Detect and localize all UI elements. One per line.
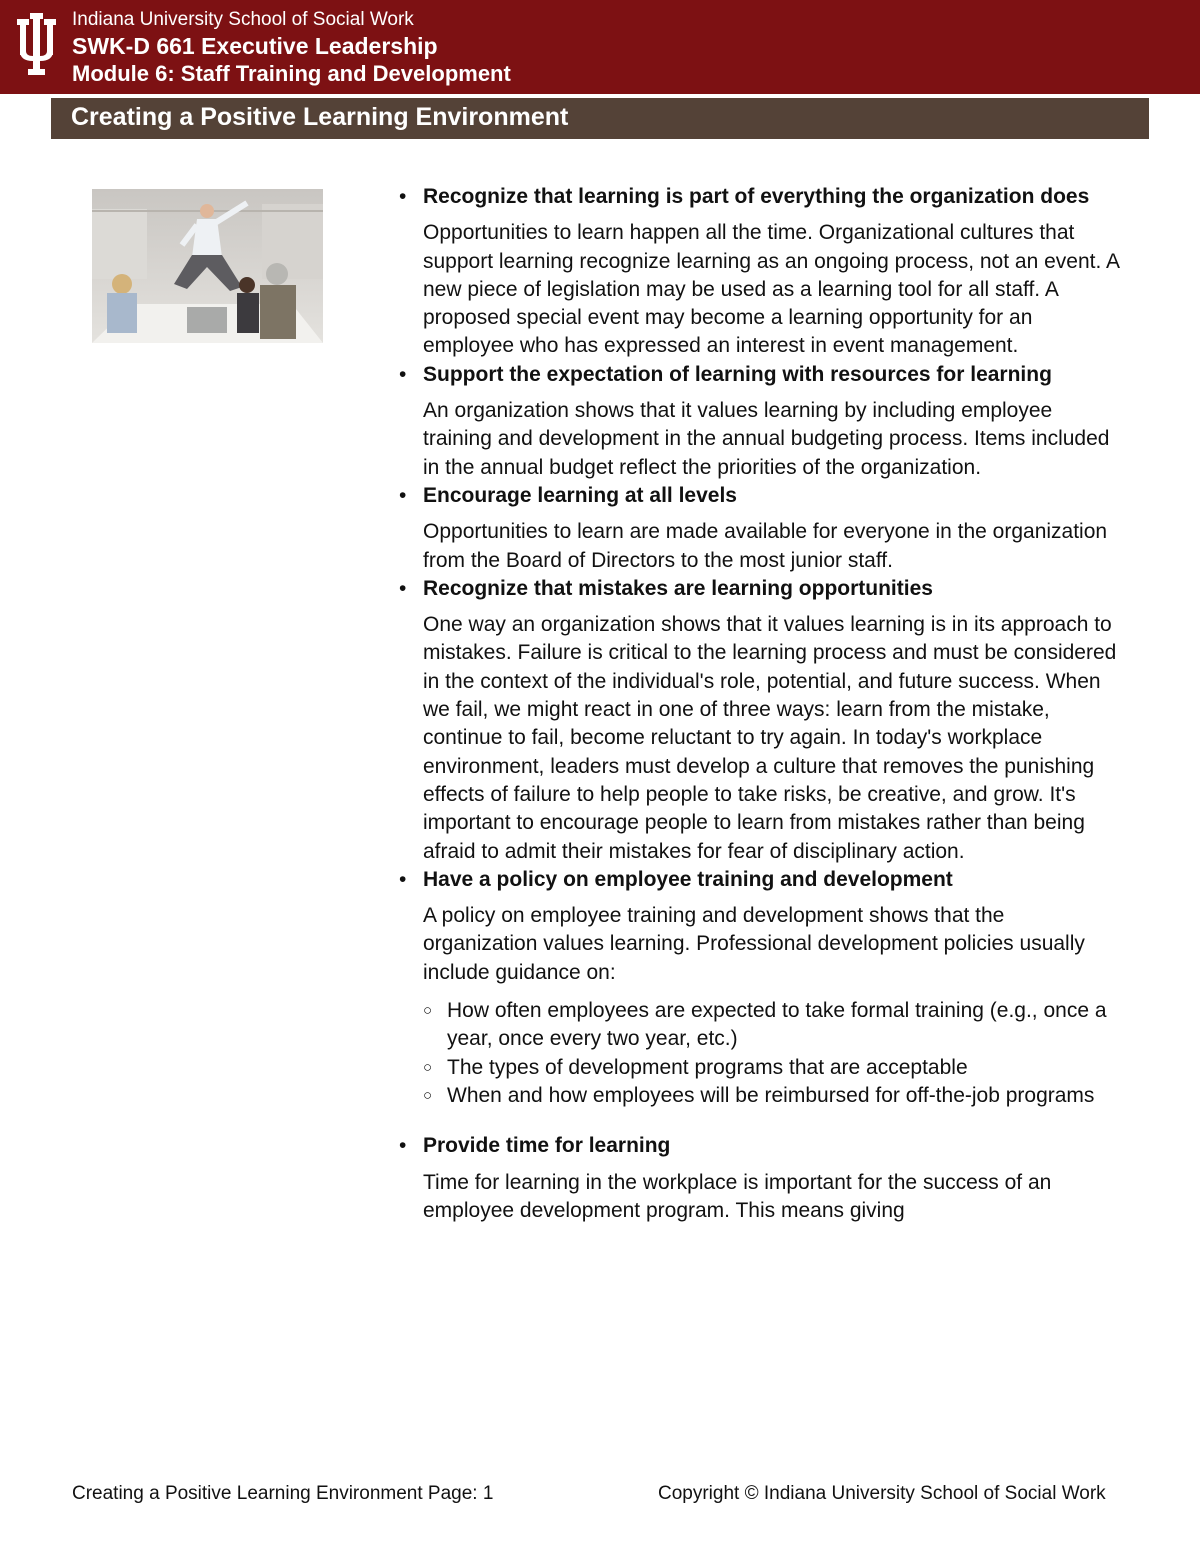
- bullet-icon: •: [399, 1134, 407, 1158]
- footer-copyright: Copyright © Indiana University School of Social Work: [658, 1483, 1106, 1504]
- bullet-icon: •: [399, 483, 407, 507]
- item-body: A policy on employee training and development shows that the organization values learning. Professional development policies usually include guidance on:: [423, 904, 1085, 984]
- item-body: Opportunities to learn are made available for everyone in the organization from the Board of Directors to the most junior staff.: [423, 520, 1108, 572]
- item-body: Time for learning in the workplace is important for the success of an employee development program. This means giving: [423, 1170, 1052, 1222]
- item-title: Recognize that mistakes are learning opportunities: [423, 576, 933, 600]
- spacer: [399, 1110, 1119, 1132]
- school-name: Indiana University School of Social Work: [72, 9, 414, 30]
- iu-trident-icon: [3, 3, 70, 89]
- footer-page-label: Creating a Positive Learning Environment Page: 1: [72, 1483, 494, 1504]
- sub-list-item: [423, 1054, 1119, 1082]
- bullet-icon: •: [399, 185, 407, 208]
- item-title: Support the expectation of learning with resources for learning: [423, 362, 1052, 386]
- course-title: SWK-D 661 Executive Leadership: [72, 33, 438, 59]
- iu-logo: [3, 3, 70, 89]
- bullet-icon: •: [399, 362, 407, 386]
- item-title: Recognize that learning is part of everything the organization does: [423, 185, 1090, 208]
- office-meeting-image: [92, 189, 323, 343]
- list-item: [399, 361, 1119, 482]
- circle-bullet-icon: ○: [423, 1086, 433, 1104]
- sub-item-text: How often employees are expected to take formal training (e.g., once a year, once every two year, etc.): [447, 999, 1107, 1051]
- meeting-photo: [92, 189, 323, 343]
- item-title: Provide time for learning: [423, 1134, 671, 1158]
- sub-list: [423, 997, 1119, 1110]
- sub-list-item: [423, 997, 1119, 1054]
- module-title: Module 6: Staff Training and Development: [72, 61, 511, 86]
- list-item: [399, 1132, 1119, 1225]
- page-header: [0, 0, 1200, 94]
- content-list: [399, 183, 1119, 1225]
- page-title: Creating a Positive Learning Environment: [71, 103, 569, 131]
- list-item: [399, 183, 1119, 361]
- sub-item-text: When and how employees will be reimbursed for off-the-job programs: [447, 1083, 1095, 1107]
- item-title: Have a policy on employee training and development: [423, 867, 953, 891]
- sub-list-item: [423, 1082, 1119, 1110]
- bullet-icon: •: [399, 576, 407, 600]
- item-body: Opportunities to learn happen all the time. Organizational cultures that support learning recognize learning as an ongoing process, not an event. A new piece of legislation may be used as a learning tool for all staff. A proposed special event may become a learning opportunity for an employee who has expressed an interest in event management.: [423, 221, 1119, 358]
- item-title: Encourage learning at all levels: [423, 483, 737, 507]
- circle-bullet-icon: ○: [423, 1002, 433, 1020]
- bullet-icon: •: [399, 867, 407, 891]
- list-item: [399, 866, 1119, 1110]
- item-body: An organization shows that it values learning by including employee training and development in the annual budgeting process. Items included in the annual budget reflect the priorities of the organization.: [423, 399, 1110, 479]
- sub-item-text: The types of development programs that are acceptable: [447, 1055, 968, 1079]
- section-title-bar: [51, 98, 1149, 139]
- item-body: One way an organization shows that it values learning is in its approach to mistakes. Failure is critical to the learning process and must be considered in the context of the individual's role, potential, and future success. When we fail, we might react in one of three ways: learn from the mistake, continue to fail, become reluctant to try again. In today's workplace environment, leaders must develop a culture that removes the punishing effects of failure to help people to take risks, be creative, and grow. It's important to encourage people to learn from mistakes rather than being afraid to admit their mistakes for fear of disciplinary action.: [423, 613, 1117, 863]
- list-item: [399, 482, 1119, 575]
- circle-bullet-icon: ○: [423, 1058, 433, 1076]
- list-item: [399, 575, 1119, 866]
